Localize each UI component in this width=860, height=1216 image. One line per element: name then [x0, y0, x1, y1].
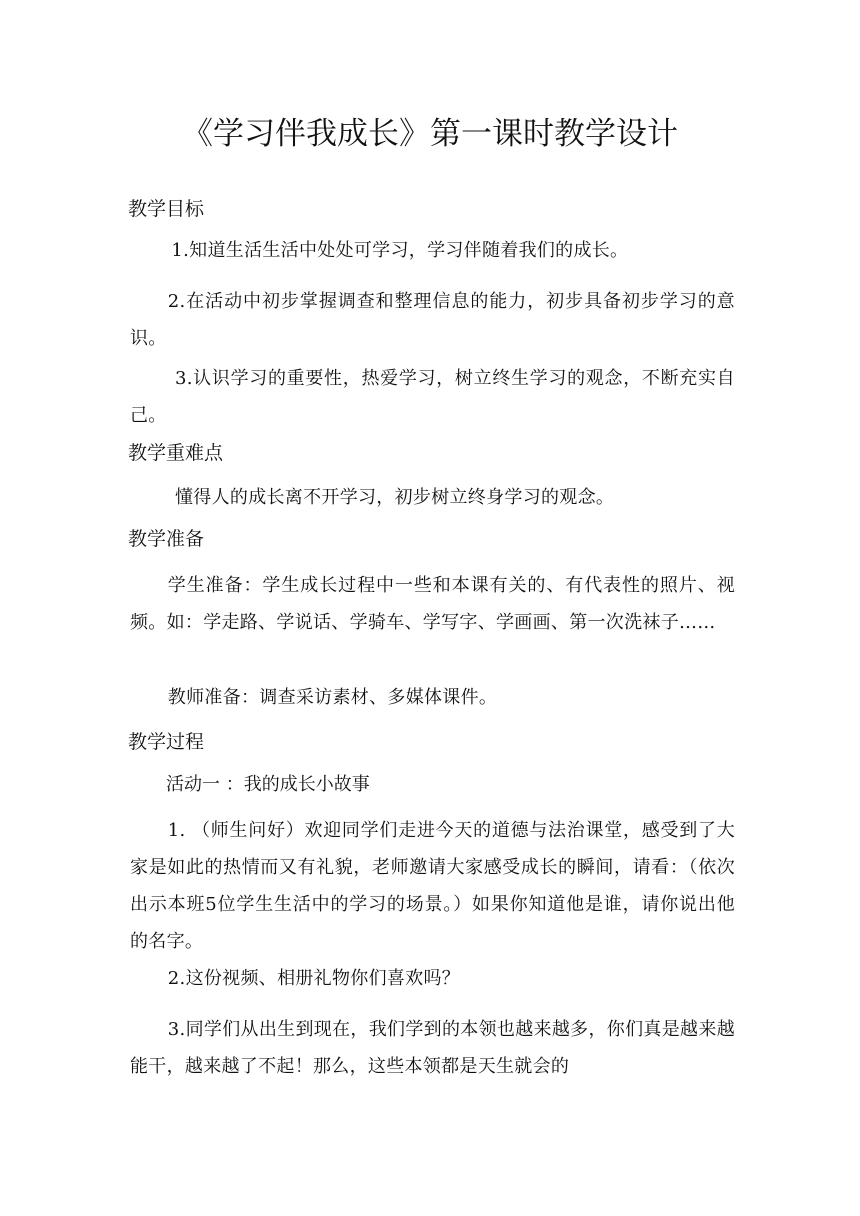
preparation-teacher: 教师准备：调查采访素材、多媒体课件。	[167, 687, 498, 708]
objective-item-3: 3.认识学习的重要性，热爱学习，树立终生学习的观念，不断充实自己。	[130, 368, 735, 426]
process-step-1: 1. （师生问好）欢迎同学们走进今天的道德与法治课堂，感受到了大家是如此的热情而又有礼貌，老师邀请大家感受成长的瞬间，请看：（依次出示本班5位学生生活中的学习的场景。）如果你知道他是谁，请你说出他的名字。	[130, 820, 735, 952]
section-heading-process: 教学过程	[128, 731, 205, 753]
activity-one-title: 活动一 ：我的成长小故事	[166, 774, 370, 795]
key-points-text: 懂得人的成长离不开学习，初步树立终身学习的观念。	[175, 487, 615, 508]
section-heading-key-points: 教学重难点	[128, 442, 224, 464]
objective-item-1: 1.知道生活生活中处处可学习，学习伴随着我们的成长。	[171, 240, 629, 261]
document-title: 《学习伴我成长》第一课时教学设计	[182, 116, 678, 152]
objective-item-2: 2.在活动中初步掌握调查和整理信息的能力，初步具备初步学习的意识。	[130, 291, 735, 349]
process-step-3: 3.同学们从出生到现在，我们学到的本领也越来越多，你们真是越来越能干，越来越了不起！那么，这些本领都是天生就会的	[130, 1019, 735, 1077]
section-heading-objectives: 教学目标	[128, 198, 205, 220]
section-heading-preparation: 教学准备	[128, 528, 205, 550]
preparation-student: 学生准备：学生成长过程中一些和本课有关的、有代表性的照片、视频。如：学走路、学说话、学骑车、学写字、学画画、第一次洗袜子……	[130, 575, 735, 633]
process-step-2: 2.这份视频、相册礼物你们喜欢吗？	[167, 968, 461, 989]
